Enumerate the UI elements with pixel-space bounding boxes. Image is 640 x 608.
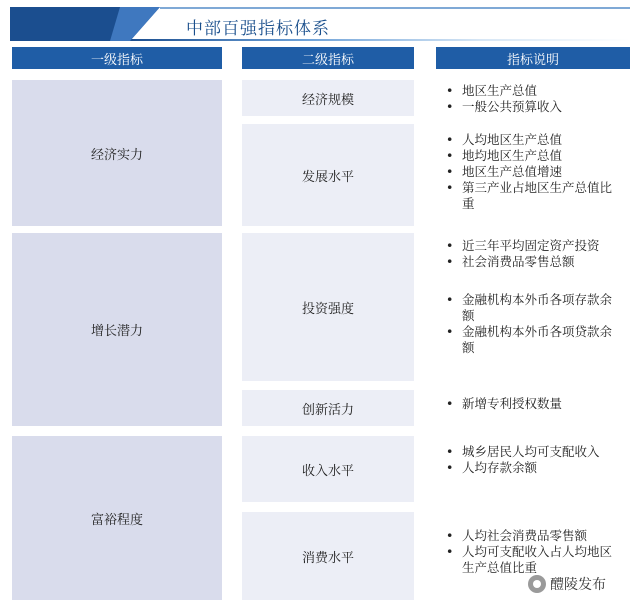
desc-item: • 一般公共预算收入	[444, 99, 634, 115]
desc-econ-scale	[444, 83, 634, 115]
level2-cell-consumption: 消费水平	[242, 512, 414, 600]
desc-innovation	[444, 396, 634, 412]
level1-cell-economy: 经济实力	[12, 80, 222, 226]
header-level1: 一级指标	[12, 47, 222, 69]
desc-item: • 社会消费品零售总额	[444, 254, 634, 270]
level2-cell-income: 收入水平	[242, 436, 414, 502]
level2-cell-invest: 投资强度	[242, 233, 414, 381]
desc-income	[444, 444, 634, 476]
desc-item: • 地区生产总值	[444, 83, 634, 99]
desc-item: • 第三产业占地区生产总值比重	[444, 180, 612, 212]
desc-item: • 新增专利授权数量	[444, 396, 634, 412]
desc-item: • 城乡居民人均可支配收入	[444, 444, 612, 460]
desc-invest	[444, 238, 634, 356]
page-title: 中部百强指标体系	[186, 19, 330, 39]
level2-cell-innovation: 创新活力	[242, 390, 414, 426]
desc-item: • 金融机构本外币各项存款余额	[444, 292, 612, 324]
desc-item: • 地区生产总值增速	[444, 164, 634, 180]
title-banner	[10, 7, 630, 41]
desc-item: • 金融机构本外币各项贷款余额	[444, 324, 612, 356]
header-level2: 二级指标	[242, 47, 414, 69]
desc-consumption	[444, 528, 634, 576]
wechat-icon	[528, 575, 546, 593]
header-desc: 指标说明	[436, 47, 630, 69]
desc-item: • 人均地区生产总值	[444, 132, 634, 148]
level1-cell-wealth: 富裕程度	[12, 436, 222, 600]
desc-item: • 地均地区生产总值	[444, 148, 634, 164]
watermark-text: 醴陵发布	[550, 577, 606, 593]
level2-cell-econ-scale: 经济规模	[242, 80, 414, 116]
desc-item: • 人均可支配收入占人均地区生产总值比重	[444, 544, 612, 576]
level1-cell-growth: 增长潜力	[12, 233, 222, 426]
level2-cell-dev-level: 发展水平	[242, 124, 414, 226]
desc-item: • 近三年平均固定资产投资	[444, 238, 612, 254]
watermark	[528, 574, 606, 594]
desc-dev-level	[444, 132, 634, 212]
desc-item: • 人均存款余额	[444, 460, 634, 476]
desc-item: • 人均社会消费品零售额	[444, 528, 634, 544]
